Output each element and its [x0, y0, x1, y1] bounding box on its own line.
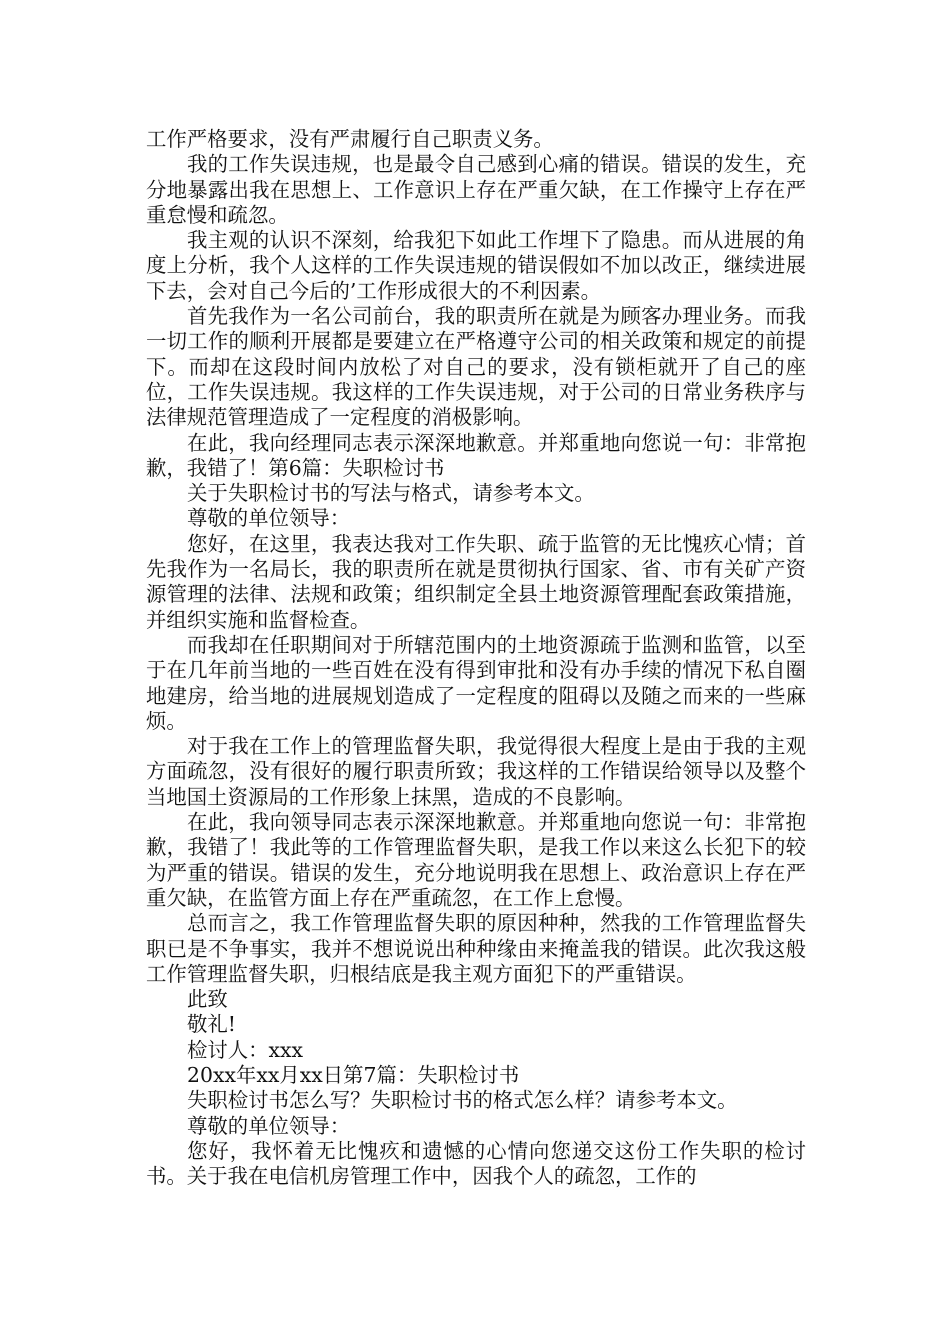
paragraph-3: 我主观的认识不深刻，给我犯下如此工作埋下了隐患。而从进展的角度上分析，我个人这样的工作失误违规的错误假如不加以改正，继续进展下去，会对自己今后的’工作形成很大的不利因素。	[146, 228, 806, 303]
salutation-2: 尊敬的单位领导：	[187, 1113, 351, 1138]
paragraph-11: 在此，我向领导同志表示深深地歉意。并郑重地向您说一句：非常抱歉，我错了！我此等的工作管理监督失职，是我工作以来这么长犯下的较为严重的错误。错误的发生，充分地说明我在思想上、政治意识上存在严重欠缺，在监管方面上存在严重疏忽，在工作上怠慢。	[146, 810, 806, 910]
paragraph-8: 您好，在这里，我表达我对工作失职、疏于监管的无比愧疚心情；首先我作为一名局长，我的职责所在就是贯彻执行国家、省、市有关矿产资源管理的法律、法规和政策；组织制定全县土地资源管理配套政策措施，并组织实施和监督检查。	[146, 531, 806, 632]
paragraph-12: 总而言之，我工作管理监督失职的原因种种，然我的工作管理监督失职已是不争事实，我并不想说说出种种缘由来掩盖我的错误。此次我这般工作管理监督失职，归根结底是我主观方面犯下的严重错误。	[146, 911, 806, 986]
paragraph-5: 在此，我向经理同志表示深深地歉意。并郑重地向您说一句：非常抱歉，我错了！第6篇：失职检讨书	[146, 430, 806, 480]
paragraph-4: 首先我作为一名公司前台，我的职责所在就是为顾客办理业务。而我一切工作的顺利开展都是要建立在严格遵守公司的相关政策和规定的前提下。而却在这段时间内放松了对自己的要求，没有锁柜就开了自己的座位，工作失误违规。我这样的工作失误违规，对于公司的日常业务秩序与法律规范管理造成了一定程度的消极影响。	[146, 304, 806, 430]
paragraph-19: 您好，我怀着无比愧疚和遗憾的心情向您递交这份工作失职的检讨书。关于我在电信机房管理工作中，因我个人的疏忽，工作的	[146, 1138, 806, 1189]
paragraph-6: 关于失职检讨书的写法与格式，请参考本文。	[187, 481, 595, 506]
paragraph-2: 我的工作失误违规，也是最令自己感到心痛的错误。错误的发生，充分地暴露出我在思想上、工作意识上存在严重欠缺，在工作操守上存在严重怠慢和疏忽。	[146, 152, 806, 227]
paragraph-17: 失职检讨书怎么写？失职检讨书的格式怎么样？请参考本文。	[187, 1088, 738, 1113]
paragraph-1: 工作严格要求，没有严肃履行自己职责义务。	[146, 127, 554, 151]
closing-2: 敬礼!	[187, 1012, 236, 1037]
paragraph-10: 对于我在工作上的管理监督失职，我觉得很大程度上是由于我的主观方面疏忽，没有很好的履行职责所致；我这样的工作错误给领导以及整个当地国土资源局的工作形象上抹黑，造成的不良影响。	[146, 734, 806, 809]
salutation-1: 尊敬的单位领导：	[187, 506, 351, 531]
signature: 检讨人：xxx	[187, 1037, 304, 1062]
date-line: 20xx年xx月xx日第7篇：失职检讨书	[187, 1062, 520, 1087]
closing-1: 此致	[187, 987, 228, 1012]
document-body	[146, 127, 806, 1189]
paragraph-9: 而我却在任职期间对于所辖范围内的土地资源疏于监测和监管，以至于在几年前当地的一些百姓在没有得到审批和没有办手续的情况下私自圈地建房，给当地的进展规划造成了一定程度的阻碍以及随之而来的一些麻烦。	[146, 632, 806, 733]
